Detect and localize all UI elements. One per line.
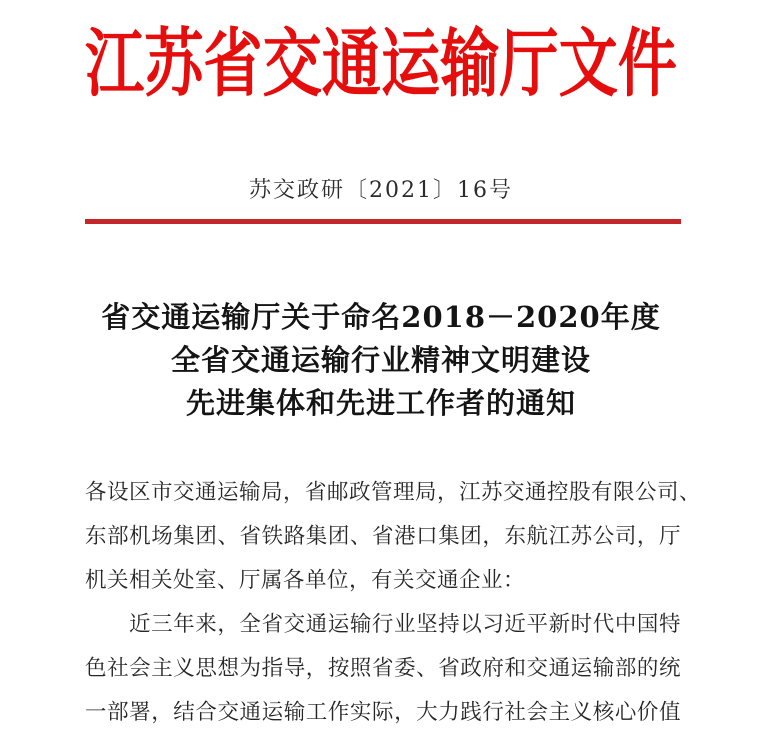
- document-title: [60, 296, 702, 425]
- body-line: 东部机场集团、省铁路集团、省港口集团，东航江苏公司，厅: [85, 524, 681, 549]
- body-line: 机关相关处室、厅属各单位，有关交通企业：: [85, 568, 526, 593]
- document-title-line: 省交通运输厅关于命名2018－2020年度: [101, 300, 661, 334]
- body-line: 近三年来，全省交通运输行业坚持以习近平新时代中国特: [129, 612, 681, 637]
- document-title-line: 全省交通运输行业精神文明建设: [170, 343, 591, 377]
- document-number: 苏交政研〔2021〕16号: [249, 178, 513, 203]
- body-line: 各设区市交通运输局，省邮政管理局，江苏交通控股有限公司、: [85, 480, 702, 505]
- red-divider-line: [85, 219, 681, 224]
- body-line: 色社会主义思想为指导，按照省委、省政府和交通运输部的统: [85, 656, 681, 681]
- body-line: 一部署，结合交通运输工作实际，大力践行社会主义核心价值: [85, 700, 681, 725]
- paragraph-recipients: [85, 471, 702, 603]
- document-body: [85, 471, 702, 735]
- paragraph-opening: [85, 603, 681, 735]
- document-header-title: 江苏省交通运输厅文件: [84, 21, 677, 107]
- document-title-line: 先进集体和先进工作者的通知: [185, 386, 576, 420]
